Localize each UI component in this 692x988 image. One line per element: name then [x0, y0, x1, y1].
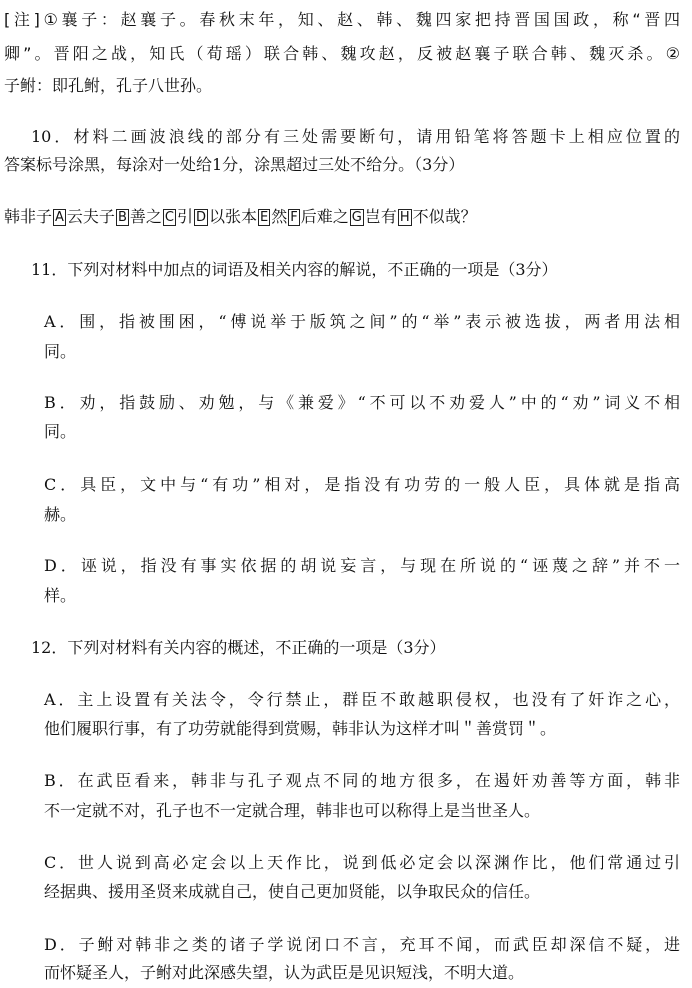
question-11-stem: 11．下列对材料中加点的词语及相关内容的解说，不正确的一项是（3分）	[31, 260, 558, 279]
passage-line	[4, 207, 477, 227]
passage-segment: 不似哉？	[412, 207, 477, 226]
q12-option-b: B．在武臣看来，韩非与孔子观点不同的地方很多，在遏奸劝善等方面，韩非	[44, 771, 680, 790]
marker-e-box[interactable]: E	[260, 210, 269, 225]
marker-g-box[interactable]: G	[351, 210, 362, 225]
q11-option-a-cont: 同。	[44, 342, 77, 361]
q12-option-d-cont: 而怀疑圣人，子鲋对此深感失望，认为武臣是见识短浅，不明大道。	[44, 963, 525, 982]
marker-b-box[interactable]: B	[117, 210, 127, 225]
passage-segment: 岂有	[364, 207, 397, 226]
passage-segment: 引	[176, 207, 193, 226]
passage-segment: 以张本	[208, 207, 257, 226]
marker-a-box[interactable]: A	[55, 210, 64, 225]
note-line-2: 卿”。晋阳之战，知氏（荀瑶）联合韩、魏攻赵，反被赵襄子联合韩、魏灭杀。②	[4, 44, 680, 63]
q12-option-b-cont: 不一定就不对，孔子也不一定就合理，韩非也可以称得上是当世圣人。	[44, 801, 541, 820]
q11-option-d-cont: 样。	[44, 586, 77, 605]
passage-segment: 韩非子	[4, 207, 53, 226]
marker-d-box[interactable]: D	[195, 210, 206, 225]
marker-c-box[interactable]: C	[164, 210, 174, 225]
q11-option-c-cont: 赫。	[44, 505, 77, 524]
q11-option-a: A．围，指被围困，“傅说举于版筑之间”的“举”表示被选拔，两者用法相	[44, 312, 680, 331]
q11-option-b-cont: 同。	[44, 422, 77, 441]
q12-option-c-cont: 经据典、援用圣贤来成就自己，使自己更加贤能，以争取民众的信任。	[44, 882, 541, 901]
question-12-stem: 12．下列对材料有关内容的概述，不正确的一项是（3分）	[31, 638, 446, 657]
marker-f-box[interactable]: F	[290, 210, 298, 225]
note-line-1: [注]①襄子：赵襄子。春秋末年，知、赵、韩、魏四家把持晋国国政，称“晋四	[4, 10, 680, 29]
passage-segment: 云夫子	[66, 207, 115, 226]
q12-option-c: C．世人说到高必定会以上天作比，说到低必定会以深渊作比，他们常通过引	[44, 853, 680, 872]
question-10-stem-cont: 答案标号涂黑，每涂对一处给1分，涂黑超过三处不给分。（3分）	[4, 155, 465, 174]
passage-segment: 善之	[129, 207, 162, 226]
q12-option-a-cont: 他们履职行事，有了功劳就能得到赏赐，韩非认为这样才叫＂善赏罚＂。	[44, 719, 557, 738]
note-line-3: 子鲋：即孔鲋，孔子八世孙。	[4, 76, 213, 95]
passage-segment: 后难之	[300, 207, 349, 226]
question-10-stem: 10．材料二画波浪线的部分有三处需要断句，请用铅笔将答题卡上相应位置的	[31, 127, 680, 146]
q12-option-d: D．子鲋对韩非之类的诸子学说闭口不言，充耳不闻，而武臣却深信不疑，进	[44, 935, 680, 954]
marker-h-box[interactable]: H	[399, 210, 410, 225]
q11-option-c: C．具臣，文中与“有功”相对，是指没有功劳的一般人臣，具体就是指高	[44, 475, 680, 494]
q11-option-b: B．劝，指鼓励、劝勉，与《兼爱》“不可以不劝爱人”中的“劝”词义不相	[44, 393, 680, 412]
q12-option-a: A．主上设置有关法令，令行禁止，群臣不敢越职侵权，也没有了奸诈之心，	[44, 690, 680, 709]
passage-segment: 然	[271, 207, 288, 226]
q11-option-d: D．诬说，指没有事实依据的胡说妄言，与现在所说的“诬蔑之辞”并不一	[44, 556, 680, 575]
